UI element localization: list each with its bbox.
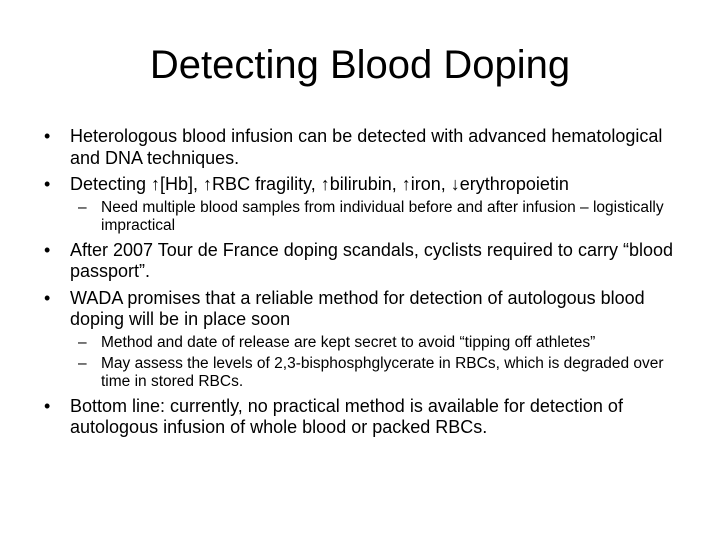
bullet-text: After 2007 Tour de France doping scandals, cyclists required to carry “blood passport”. (70, 239, 673, 281)
bullet-text: Heterologous blood infusion can be detected with advanced hematological and DNA techniques. (70, 126, 663, 168)
dash-icon: – (78, 354, 87, 372)
bullet-text: WADA promises that a reliable method for detection of autologous blood doping will be in place soon (70, 287, 645, 329)
sub-bullet-text: Method and date of release are kept secret to avoid “tipping off athletes” (101, 333, 596, 351)
sub-bullet-item (70, 334, 686, 352)
dash-icon: – (78, 198, 87, 216)
sub-bullet-list (70, 199, 686, 235)
bullet-text: Bottom line: currently, no practical method is available for detection of autologous infusion of whole blood or packed RBCs. (70, 395, 623, 437)
dash-icon: – (78, 333, 87, 351)
bullet-icon: • (44, 174, 51, 194)
sub-bullet-text: Need multiple blood samples from individual before and after infusion – logistically impractical (101, 198, 664, 234)
bullet-item (36, 288, 686, 391)
slide-title: Detecting Blood Doping (149, 43, 571, 87)
bullet-item (36, 126, 686, 169)
sub-bullet-item (70, 199, 686, 235)
bullet-text: Detecting ↑[Hb], ↑RBC fragility, ↑bilirubin, ↑iron, ↓erythropoietin (70, 174, 569, 194)
bullet-item (36, 174, 686, 235)
bullet-item (36, 396, 686, 439)
bullet-icon: • (44, 287, 51, 308)
bullet-icon: • (44, 395, 51, 416)
bullet-icon: • (44, 126, 51, 146)
sub-bullet-item (70, 355, 686, 391)
sub-bullet-text: May assess the levels of 2,3-bisphosphglycerate in RBCs, which is degraded over time in stored RBCs. (101, 354, 664, 390)
bullet-list (36, 126, 686, 444)
bullet-icon: • (44, 239, 51, 260)
bullet-item (36, 240, 686, 283)
sub-bullet-list (70, 334, 686, 391)
